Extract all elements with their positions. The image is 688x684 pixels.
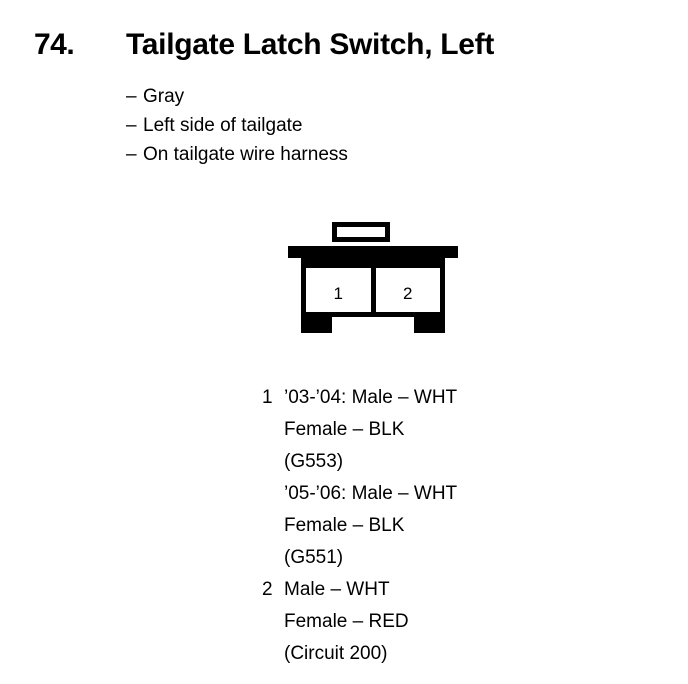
list-item-label: Left side of tailgate	[143, 115, 303, 136]
dash-icon: –	[126, 115, 137, 136]
pin-detail-line: Female – RED	[284, 611, 409, 632]
dash-icon: –	[126, 144, 137, 165]
pin-legend-group-2	[262, 574, 642, 670]
cavity-label-1: 1	[333, 284, 343, 303]
list-item-label: On tailgate wire harness	[143, 144, 348, 165]
connector-foot-right	[414, 317, 445, 333]
cavity-label-2: 2	[403, 284, 413, 303]
connector-notch-right	[445, 258, 458, 268]
pin-number: 1	[262, 387, 273, 408]
item-title: Tailgate Latch Switch, Left	[126, 28, 495, 61]
pin-details	[284, 574, 642, 670]
pin-detail-line: (Circuit 200)	[284, 643, 388, 664]
item-number: 74.	[34, 28, 75, 61]
connector-foot-left	[301, 317, 332, 333]
connector-body	[301, 263, 445, 317]
description-list	[126, 82, 646, 169]
pin-detail-line: Male – WHT	[284, 579, 390, 600]
pin-detail-line: Female – BLK	[284, 515, 405, 536]
list-item-label: Gray	[143, 86, 185, 107]
pin-detail-line: ’03-’04: Male – WHT	[284, 387, 458, 408]
pin-legend	[262, 382, 642, 670]
connector-cavity-2	[376, 268, 441, 312]
page-title	[34, 28, 654, 62]
dash-icon: –	[126, 86, 137, 107]
pin-detail-line: ’05-’06: Male – WHT	[284, 483, 458, 504]
connector-notch-left	[288, 258, 301, 268]
pin-detail-line: (G551)	[284, 547, 344, 568]
connector-cavity-1	[306, 268, 371, 312]
list-item	[126, 82, 646, 111]
pin-detail-line: Female – BLK	[284, 419, 405, 440]
pin-legend-group-1	[262, 382, 642, 574]
pin-detail-line: (G553)	[284, 451, 344, 472]
connector-diagram	[288, 222, 463, 334]
connector-locking-tab	[332, 222, 390, 242]
list-item	[126, 140, 646, 169]
pin-details	[284, 382, 642, 574]
list-item	[126, 111, 646, 140]
pin-number: 2	[262, 579, 273, 600]
